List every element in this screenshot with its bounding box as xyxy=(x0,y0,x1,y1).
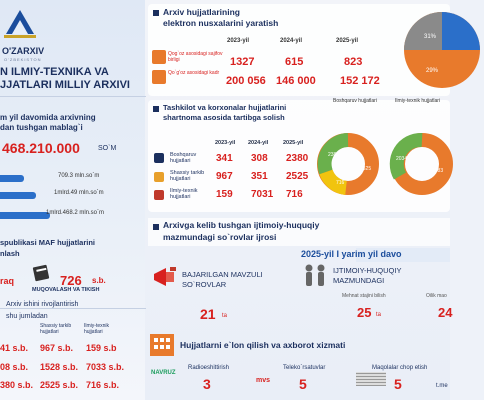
megaphone-icon xyxy=(150,262,180,292)
media-count-radio: 3 xyxy=(203,376,211,392)
book-binding-icon xyxy=(32,262,54,284)
donut-label: 1683 xyxy=(432,168,444,174)
header-line-2: JJATLARI MILLIY ARXIVI xyxy=(0,79,130,91)
contracts-title-1: Tashkilot va korxonalar hujjatlarini xyxy=(163,103,287,112)
digital-row2-label: Qo`gʻoz asosidagi kadr xyxy=(168,70,220,76)
digital-row2-2024: 146 000 xyxy=(276,75,316,87)
social-label-2: MAZMUNDAGI xyxy=(333,276,385,285)
maf-title-2: nlash xyxy=(0,249,20,258)
media-count-articles: 5 xyxy=(394,376,402,392)
contracts-legend-1: Boshqaruv hujjatlari xyxy=(333,98,377,104)
funds-bar-label-2025: 1mlrd.468.2 mln.so`m xyxy=(46,210,105,216)
media-label-tv: Teleko`rsatuvlar xyxy=(283,365,326,371)
done-label-2: SO`ROVLAR xyxy=(182,280,227,289)
funds-bar-2023 xyxy=(0,175,24,182)
table-cell: 967 s.b. xyxy=(40,343,74,353)
pie-label-1: 31% xyxy=(424,34,437,40)
personnel-folder-icon xyxy=(154,172,164,182)
contracts-year-2025: 2025-yil xyxy=(283,140,304,146)
digital-row2-2025: 152 172 xyxy=(340,75,380,87)
film-frame-icon xyxy=(152,70,166,84)
brand-sub: O'ZBEKISTON xyxy=(4,57,42,62)
sub1-label: Mehnat stajini bilish xyxy=(342,293,386,299)
contracts-year-2024: 2024-yil xyxy=(248,140,269,146)
digital-year-2025: 2025-yil xyxy=(336,38,359,44)
appeals-period: 2025-yil I yarim yil davo xyxy=(301,249,402,259)
maf-left-value: raq xyxy=(0,276,15,286)
table-cell: 159 s.b xyxy=(86,343,117,353)
col-header-ilmiy: Ilmiy-texnik hujjatlari xyxy=(84,323,110,335)
elderly-people-icon xyxy=(300,262,330,292)
contracts-row-label: Boshqaruv hujjatlari xyxy=(170,152,197,164)
done-label-1: BAJARILGAN MAVZULI xyxy=(182,270,263,279)
digital-year-2023: 2023-yil xyxy=(227,38,250,44)
social-label-1: IJTIMOIY-HUQUQIY xyxy=(333,266,402,275)
divider xyxy=(0,96,146,97)
funds-title-2: dan tushgan mablag`i xyxy=(0,123,83,132)
funds-bar-label-2024: 1mlrd.49 mln.so`m xyxy=(54,190,104,196)
funds-unit: SO`M xyxy=(98,145,117,152)
logo-emblem-icon xyxy=(0,4,40,44)
contracts-cell: 967 xyxy=(216,171,233,182)
contracts-cell: 341 xyxy=(216,153,233,164)
digital-row1-2024: 615 xyxy=(285,56,304,68)
pie-label-2: 29% xyxy=(426,68,439,74)
digital-title-2: elektron nusxalarini yaratish xyxy=(163,18,279,28)
contracts-cell: 7031 xyxy=(251,189,274,200)
contracts-cell: 308 xyxy=(251,153,268,164)
contracts-cell: 351 xyxy=(251,171,268,182)
appeals-title-2: mazmundagi so`rovlar ijrosi xyxy=(163,232,277,242)
contracts-cell: 2525 xyxy=(286,171,309,182)
contracts-row-label: Shaxsiy tarkib hujjatlari xyxy=(170,170,205,182)
divider xyxy=(0,308,146,309)
contracts-cell: 159 xyxy=(216,189,233,200)
funds-bar-label-2023: 709.3 mln.so`m xyxy=(58,173,100,179)
funds-bar-2025 xyxy=(0,212,50,219)
media-title: Hujjatlarni e`lon qilish va axborot xizmati xyxy=(180,340,346,350)
contracts-row-label: Ilmiy-texnik hujjatlari xyxy=(170,188,198,200)
technical-doc-icon xyxy=(154,190,164,200)
digital-row2-2023: 200 056 xyxy=(226,75,266,87)
digital-year-2024: 2024-yil xyxy=(280,38,303,44)
table-cell: 41 s.b. xyxy=(0,343,29,353)
digital-pie-chart xyxy=(394,8,450,92)
jumladan-label: shu jumladan xyxy=(6,313,48,320)
header-line-1: N ILMIY-TEXNIKA VA xyxy=(0,66,109,78)
bullet-icon xyxy=(153,224,159,230)
maf-caption: MUQOVALASH VA TIKISH xyxy=(32,287,100,293)
funds-title-1: m yil davomida arxivning xyxy=(0,113,96,122)
maf-count: 726 xyxy=(60,273,82,288)
appeals-title-1: Arxivga kelib tushgan ijtimoiy-huquqiy xyxy=(163,220,320,230)
table-cell: 08 s.b. xyxy=(0,362,29,372)
donut-label: 2034 xyxy=(396,156,408,162)
digital-row1-label: Qog`oz asosidagi sajifov birligi xyxy=(168,51,223,63)
contracts-year-2023: 2023-yil xyxy=(215,140,236,146)
contracts-donut-2 xyxy=(386,122,450,206)
media-count-tv: 5 xyxy=(299,376,307,392)
bullet-icon xyxy=(153,106,159,112)
contracts-donut-1 xyxy=(316,122,380,206)
bullet-icon xyxy=(153,10,159,16)
navruz-logo: NAVRUZ xyxy=(151,370,176,376)
table-cell: 380 s.b. xyxy=(0,380,34,390)
table-cell: 1528 s.b. xyxy=(40,362,79,372)
gov-building-icon xyxy=(154,153,164,163)
table-cell: 2525 s.b. xyxy=(40,380,79,390)
sub2-count: 24 xyxy=(438,305,453,320)
rivoj-title: Arxiv ishini rivojlantirish xyxy=(6,301,79,308)
table-cell: 7033 s.b. xyxy=(86,362,125,372)
sub2-label: Oilik mao xyxy=(426,293,447,299)
sub1-count: 25 xyxy=(357,305,372,320)
donut-label: 2525 xyxy=(360,166,372,172)
media-label-radio: Radioeshittirish xyxy=(188,365,230,371)
mvs-logo: mvs xyxy=(256,377,271,384)
col-header-shaxsiy: Shaxsiy tarkib hujjatlari xyxy=(40,323,72,335)
brand-name: O'ZARXIV xyxy=(2,46,45,56)
media-label-articles: Maqolalar chop etish xyxy=(372,365,428,371)
digital-title-1: Arxiv hujjatlarining xyxy=(163,7,240,17)
paper-stack-icon xyxy=(152,50,166,64)
done-count: 21 xyxy=(200,306,216,322)
maf-title-1: spublikasi MAF hujjatlarini xyxy=(0,238,96,247)
digital-row1-2025: 823 xyxy=(344,56,363,68)
donut-label: 716 xyxy=(336,180,345,186)
maf-unit: s.b. xyxy=(92,276,106,285)
contracts-cell: 2380 xyxy=(286,153,309,164)
contracts-cell: 716 xyxy=(286,189,303,200)
telegram-logo: t.me xyxy=(436,383,448,389)
sub1-unit: ta xyxy=(376,312,382,318)
contracts-title-2: shartnoma asosida tartibga solish xyxy=(163,113,285,122)
newspaper-icon xyxy=(356,372,386,386)
building-icon xyxy=(148,328,176,358)
done-unit: ta xyxy=(222,313,228,319)
funds-total: 468.210.000 xyxy=(2,140,80,156)
funds-bar-2024 xyxy=(0,192,36,199)
donut-label: 2380 xyxy=(328,152,340,158)
table-cell: 716 s.b. xyxy=(86,380,120,390)
contracts-legend-2: Ilmiy-texnik hujjatlari xyxy=(395,98,441,104)
digital-row1-2023: 1327 xyxy=(230,56,255,68)
